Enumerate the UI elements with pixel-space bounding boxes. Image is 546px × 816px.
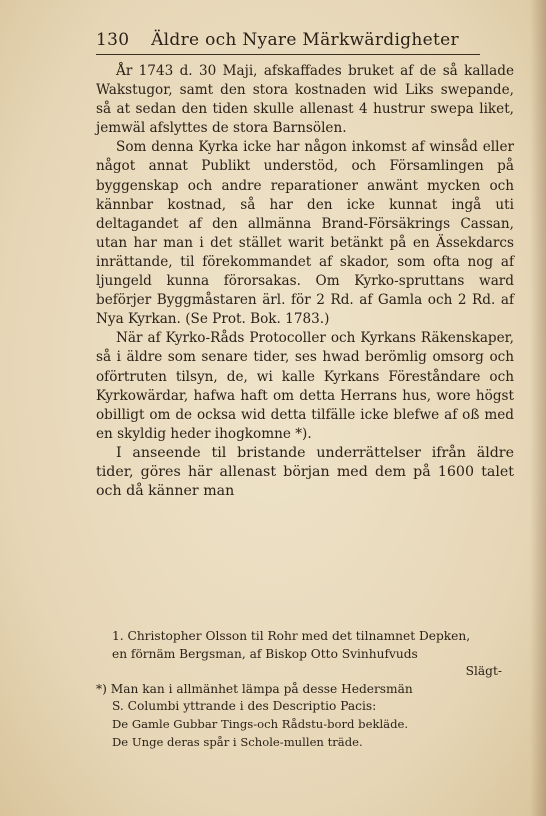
running-header — [96, 30, 536, 50]
notes-section — [96, 628, 516, 751]
paragraph-4: I anseende til bristande underrättelser ifrån äldre tider, göres här allenast början med dem på 1600 talet och då känner man — [96, 444, 514, 500]
footnote-line: S. Columbi yttrande i des Descriptio Pacis: — [112, 699, 377, 714]
catchword: Slägt- — [465, 664, 502, 679]
list-entry-line: en förnäm Bergsman, af Biskop Otto Svinhufvuds — [112, 646, 418, 661]
paragraph-1: År 1743 d. 30 Maji, afskaffades bruket af de så kallade Wakstugor, samt den stora kostnaden wid Liks swepande, så at sedan den tiden skulle allenast 4 hustrur swepa liket, jemwäl afslyttes de stora Barnsölen. — [96, 63, 514, 137]
footnote-line: De Gamle Gubbar Tings-och Rådstu-bord bekläde. — [112, 716, 409, 731]
page-number: 130 — [96, 30, 130, 50]
running-title: Äldre och Nyare Märkwärdigheter — [151, 30, 459, 50]
paragraph-3: När af Kyrko-Råds Protocoller och Kyrkans Räkenskaper, så i äldre som senare tider, ses hwad berömlig omsorg och oförtruten tilsyn, de, wi kalle Kyrkans Föreståndare och Kyrkowärdar, hafwa haft om detta Herrans hus, wore högst obilligt om de ocksa wid detta tilfälle icke blefwe af oß med en skyldig heder ihogkomne *). — [96, 330, 514, 442]
page-edge-shadow — [530, 0, 546, 816]
footnote-line: *) Man kan i allmänhet lämpa på desse Hedersmän — [96, 681, 413, 696]
footnote-line: De Unge deras spår i Schole-mullen träde. — [112, 734, 363, 749]
header-rule — [96, 54, 480, 55]
list-entry-line: 1. Christopher Olsson til Rohr med det tilnamnet Depken, — [112, 629, 471, 643]
paragraph-2: Som denna Kyrka icke har någon inkomst af winsåd eller något annat Publikt understöd, och Församlingen på byggenskap och andre reparationer anwänt mycken och kännbar kostnad, så har den icke kunnat ingå uti deltagandet af den allmänna Brand-Försäkrings Cassan, utan har man i det stället warit betänkt på en Ässekdarcs inrättande, til förekommandet af skador, som ofta nog af ljungeld kunna förorsakas. Om Kyrko-spruttans ward beförjer Byggmåstaren ärl. för 2 Rd. af Gamla och 2 Rd. af Nya Kyrkan. (Se Prot. Bok. 1783.) — [96, 139, 514, 328]
body-text — [96, 62, 514, 501]
